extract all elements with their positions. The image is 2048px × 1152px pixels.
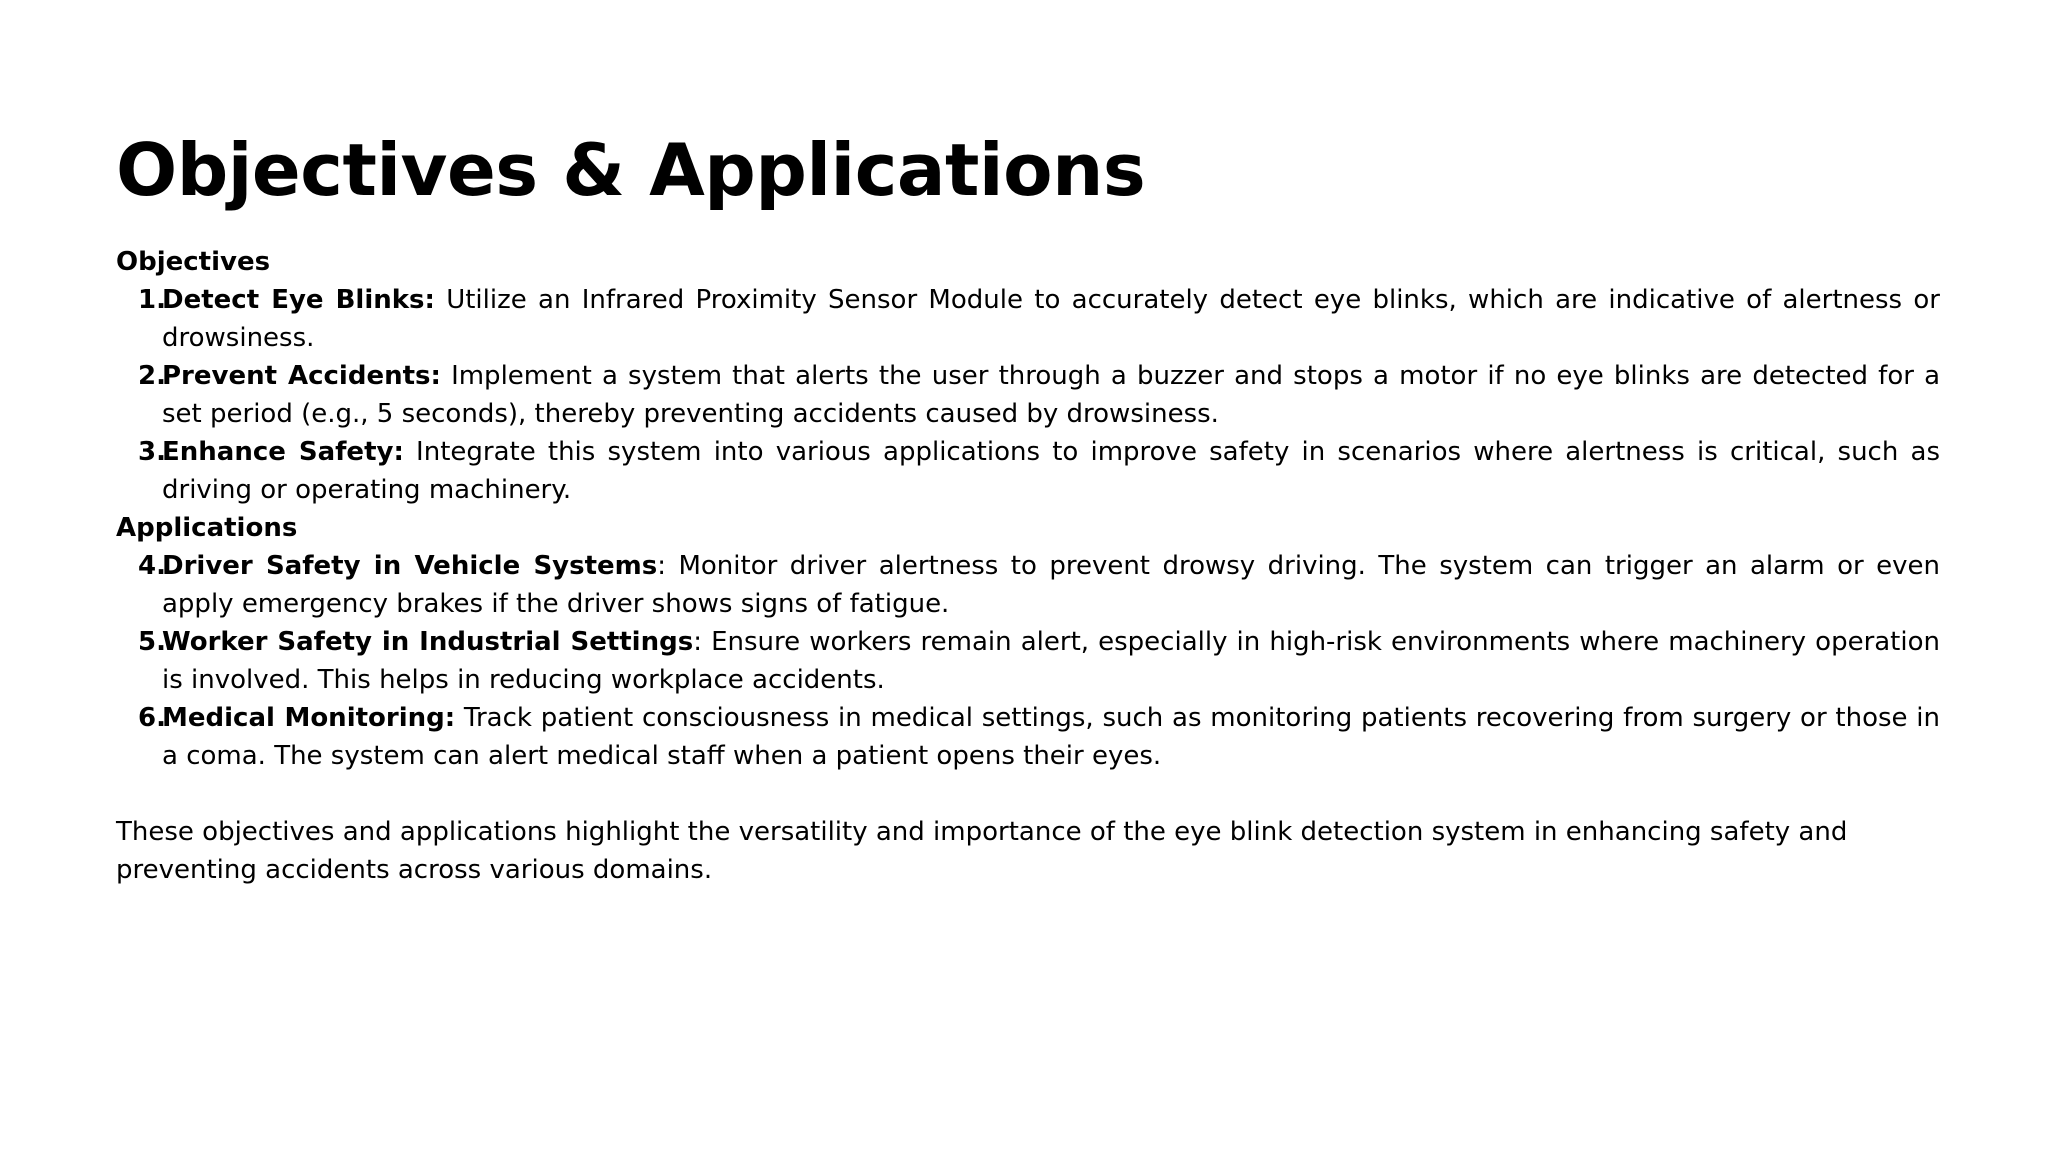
objective-item: [116, 357, 1940, 433]
list-number: 3.: [138, 437, 166, 467]
objective-text: Integrate this system into various applications to improve safety in scenarios where alertness is critical, such as driving or operating machinery.: [162, 437, 1940, 505]
list-number: 4.: [138, 551, 166, 581]
objective-title: Detect Eye Blinks:: [162, 285, 435, 315]
objective-item: [116, 433, 1940, 509]
objectives-heading: Objectives: [116, 247, 271, 277]
list-number: 2.: [138, 361, 166, 391]
objective-text: Utilize an Infrared Proximity Sensor Module to accurately detect eye blinks, which are indicative of alertness or drowsiness.: [162, 285, 1940, 353]
objective-title: Prevent Accidents:: [162, 361, 441, 391]
application-title: Medical Monitoring:: [162, 703, 456, 733]
list-number: 5.: [138, 627, 166, 657]
objective-item: [116, 281, 1940, 357]
application-text: Track patient consciousness in medical settings, such as monitoring patients recovering from surgery or those in a coma. The system can alert medical staff when a patient opens their eyes.: [162, 703, 1940, 771]
slide: [116, 0, 1940, 1152]
applications-heading: Applications: [116, 513, 298, 543]
application-item: [116, 623, 1940, 699]
objective-text: Implement a system that alerts the user through a buzzer and stops a motor if no eye blinks are detected for a set period (e.g., 5 seconds), thereby preventing accidents caused by drowsiness.: [162, 361, 1941, 429]
application-item: [116, 699, 1940, 775]
application-text: : Ensure workers remain alert, especially in high-risk environments where machinery operation is involved. This helps in reducing workplace accidents.: [162, 627, 1940, 695]
list-number: 1.: [138, 285, 166, 315]
list-number: 6.: [138, 703, 166, 733]
application-item: [116, 547, 1940, 623]
application-title: Worker Safety in Industrial Settings: [162, 627, 694, 657]
summary-paragraph: These objectives and applications highlight the versatility and importance of the eye blink detection system in enhancing safety and preventing accidents across various domains.: [116, 817, 1848, 885]
objective-title: Enhance Safety:: [162, 437, 404, 467]
slide-body: [116, 243, 1940, 889]
paragraph-spacer: [116, 775, 1940, 813]
slide-title: Objectives & Applications: [116, 128, 1146, 212]
application-text: : Monitor driver alertness to prevent drowsy driving. The system can trigger an alarm or even apply emergency brakes if the driver shows signs of fatigue.: [162, 551, 1940, 619]
application-title: Driver Safety in Vehicle Systems: [162, 551, 658, 581]
